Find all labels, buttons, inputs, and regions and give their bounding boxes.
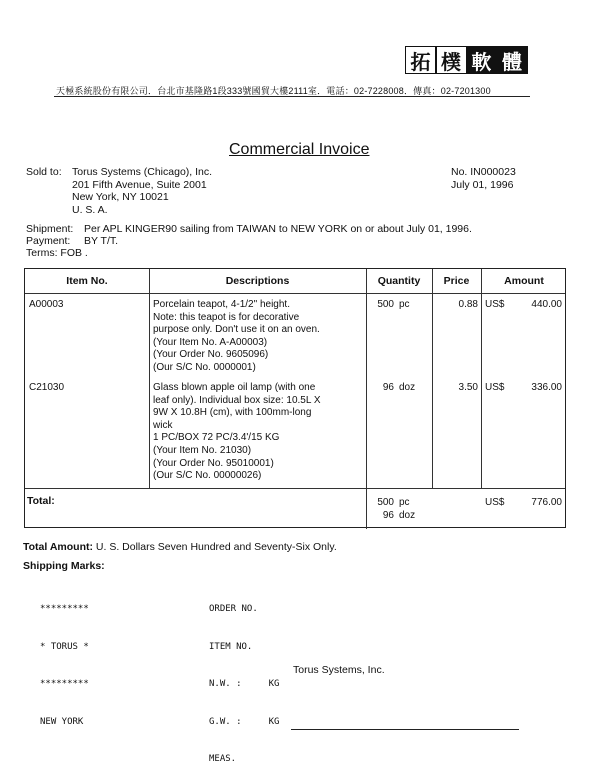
row-amount: 440.00: [531, 299, 562, 310]
total-quantity: 96: [382, 510, 394, 521]
row-description: [153, 299, 320, 375]
row-item-no: C21030: [29, 382, 65, 393]
shipping-mark-line: *********: [40, 679, 89, 689]
header-divider: [54, 96, 530, 97]
company-address: 天極系統股份有限公司．台北市基隆路1段333號國貿大樓2111室．電話：02-7228008．傳真：02-7201300: [56, 86, 491, 96]
sold-to-line: 201 Fifth Avenue, Suite 2001: [72, 178, 207, 191]
row-description: [153, 382, 321, 483]
shipping-mark-line: NEW YORK: [40, 716, 84, 727]
description-line: 9W X 10.8H (cm), with 100mm-long: [153, 407, 312, 419]
document-title: Commercial Invoice: [229, 141, 370, 158]
description-line: (Our S/C No. 00000026): [153, 470, 262, 482]
logo-char: 樸: [435, 46, 467, 74]
column-header-amount: Amount: [504, 275, 544, 287]
logo-char: 拓: [405, 46, 437, 74]
signature-company: Torus Systems, Inc.: [293, 664, 385, 676]
total-currency: US$: [485, 497, 505, 508]
row-price: 3.50: [458, 382, 478, 393]
payment-label: Payment:: [26, 235, 71, 247]
total-label: Total:: [27, 495, 55, 507]
description-line: leaf only). Individual box size: 10.5L X: [153, 394, 321, 406]
description-line: 1 PC/BOX 72 PC/3.4'/15 KG: [153, 432, 280, 444]
description-line: (Our S/C No. 0000001): [153, 361, 256, 373]
shipping-mark-line: N.W. : KG: [209, 679, 280, 689]
row-currency: US$: [485, 382, 505, 393]
shipping-marks-right: [209, 578, 279, 778]
description-line: Glass blown apple oil lamp (with one: [153, 382, 316, 393]
row-amount: 336.00: [531, 382, 562, 393]
total-amount-label: Total Amount:: [23, 541, 93, 553]
shipment-text: Per APL KINGER90 sailing from TAIWAN to NEW YORK on or about July 01, 1996.: [84, 223, 472, 235]
description-line: (Your Item No. 21030): [153, 444, 252, 456]
invoice-number: No. IN000023: [451, 166, 516, 178]
items-table: [24, 268, 566, 528]
shipping-mark-line: ITEM NO.: [209, 641, 253, 652]
signature-line: [291, 729, 519, 730]
shipping-mark-line: * TORUS *: [40, 641, 89, 652]
row-unit: pc: [399, 299, 410, 310]
row-quantity: 96: [382, 382, 394, 393]
terms-text: Terms: FOB .: [26, 247, 88, 259]
row-item-no: A00003: [29, 299, 64, 310]
description-line: (Your Order No. 95010001): [153, 457, 274, 469]
column-header-item-no: Item No.: [66, 275, 108, 287]
shipping-mark-line: ORDER NO.: [209, 604, 258, 614]
company-logo: [406, 46, 528, 74]
description-line: Note: this teapot is for decorative: [153, 311, 300, 323]
description-line: Porcelain teapot, 4-1/2" height.: [153, 299, 290, 310]
shipping-mark-line: *********: [40, 604, 89, 614]
row-unit: doz: [399, 382, 416, 393]
header-rule: [25, 293, 565, 294]
total-rule: [25, 488, 565, 489]
row-currency: US$: [485, 299, 505, 310]
sold-to-line: Torus Systems (Chicago), Inc.: [72, 166, 213, 178]
description-line: (Your Order No. 9605096): [153, 349, 269, 361]
sold-to-line: New York, NY 10021: [72, 191, 169, 203]
shipping-marks-label: Shipping Marks:: [23, 560, 105, 572]
shipment-label: Shipment:: [26, 223, 74, 235]
invoice-date: July 01, 1996: [451, 178, 514, 191]
logo-char: 體: [496, 46, 528, 74]
total-unit: pc: [399, 497, 410, 508]
column-header-descriptions: Descriptions: [225, 275, 290, 287]
column-header-quantity: Quantity: [377, 275, 421, 287]
shipping-mark-line: MEAS.: [209, 754, 237, 764]
total-amount-value: 776.00: [531, 497, 562, 508]
sold-to-line: U. S. A.: [72, 203, 108, 216]
logo-char: 軟: [466, 46, 498, 74]
sold-to-label: Sold to:: [26, 166, 62, 178]
total-amount-line: [23, 541, 337, 554]
shipping-marks-left: [40, 578, 89, 741]
total-unit: doz: [399, 510, 416, 521]
column-header-price: Price: [443, 275, 470, 287]
description-line: (Your Item No. A-A00003): [153, 336, 268, 348]
invoice-meta: [451, 166, 516, 191]
description-line: wick: [153, 419, 173, 431]
sold-to-block: [72, 166, 212, 216]
row-price: 0.88: [458, 299, 478, 310]
total-amount-words: U. S. Dollars Seven Hundred and Seventy-Six Only.: [95, 541, 337, 553]
row-quantity: 500: [377, 299, 394, 310]
payment-text: BY T/T.: [84, 235, 119, 247]
shipping-mark-line: G.W. : KG: [209, 716, 280, 727]
total-quantity: 500: [377, 497, 394, 508]
column-divider: [149, 269, 150, 489]
description-line: purpose only. Don't use it on an oven.: [153, 324, 320, 336]
